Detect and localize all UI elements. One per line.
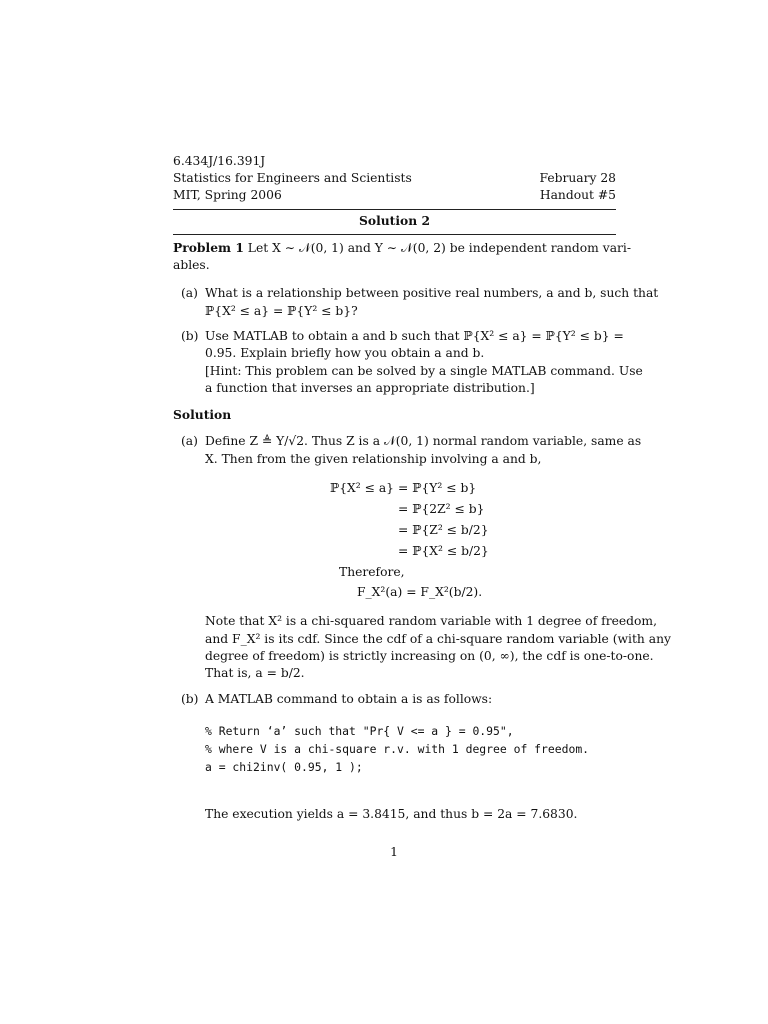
- code-line3: a = chi2inv( 0.95, 1 );: [205, 760, 363, 774]
- part-b-line2: 0.95. Explain briefly how you obtain a and b.: [205, 346, 485, 360]
- solution-a-label: (a): [181, 434, 198, 448]
- code-line2: % where V is a chi-square r.v. with 1 degree of freedom.: [205, 742, 590, 756]
- part-a-line1: What is a relationship between positive real numbers, a and b, such that: [205, 286, 659, 300]
- handout-number: Handout #5: [539, 188, 616, 202]
- solution-a-line1: Define Z ≜ Y/√2. Thus Z is a 𝒩(0, 1) normal random variable, same as: [205, 434, 642, 448]
- solution-heading: Solution: [173, 407, 232, 422]
- course-title: Statistics for Engineers and Scientists: [173, 171, 412, 185]
- part-a-line2: ℙ{X² ≤ a} = ℙ{Y² ≤ b}?: [205, 304, 358, 318]
- execution-result: The execution yields a = 3.8415, and thus b = 2a = 7.6830.: [205, 807, 578, 821]
- note-line2: and F_X² is its cdf. Since the cdf of a chi-square random variable (with any: [205, 632, 671, 646]
- solution-b-line1: A MATLAB command to obtain a is as follows:: [205, 692, 493, 706]
- note-line4: That is, a = b/2.: [205, 666, 305, 680]
- problem-intro-line1: Problem 1 Let X ∼ 𝒩(0, 1) and Y ∼ 𝒩(0, 2) be independent random vari-: [173, 240, 631, 255]
- solution-a-line2: X. Then from the given relationship involving a and b,: [205, 452, 542, 466]
- part-b-line4: a function that inverses an appropriate distribution.]: [205, 381, 535, 395]
- code-line1: % Return ‘a’ such that "Pr{ V <= a } = 0.95",: [205, 724, 514, 738]
- equation-line3: = ℙ{Z² ≤ b/2}: [398, 523, 489, 537]
- part-a-label: (a): [181, 286, 198, 300]
- part-b-line3: [Hint: This problem can be solved by a single MATLAB command. Use: [205, 364, 643, 378]
- date: February 28: [539, 171, 616, 185]
- equation-line4: = ℙ{X² ≤ b/2}: [398, 544, 489, 558]
- problem-heading: Problem 1: [173, 240, 244, 255]
- part-b-label: (b): [181, 329, 199, 343]
- course-number: 6.434J/16.391J: [173, 154, 266, 168]
- term: MIT, Spring 2006: [173, 188, 282, 202]
- page-number: 1: [390, 845, 398, 859]
- equation-line2: = ℙ{2Z² ≤ b}: [398, 502, 485, 516]
- solution-b-label: (b): [181, 692, 199, 706]
- header-rule-top: [173, 209, 616, 210]
- equation-line1: = ℙ{Y² ≤ b}: [398, 481, 477, 495]
- equation-lhs: ℙ{X² ≤ a}: [329, 481, 394, 495]
- cdf-equation: F_X²(a) = F_X²(b/2).: [357, 585, 483, 599]
- therefore-text: Therefore,: [339, 565, 405, 579]
- note-line1: Note that X² is a chi-squared random variable with 1 degree of freedom,: [205, 614, 657, 628]
- part-b-line1: Use MATLAB to obtain a and b such that ℙ{X² ≤ a} = ℙ{Y² ≤ b} =: [205, 329, 624, 343]
- page-title: Solution 2: [358, 213, 431, 228]
- header-rule-bottom: [173, 234, 616, 235]
- note-line3: degree of freedom) is strictly increasing on (0, ∞), the cdf is one-to-one.: [205, 649, 654, 663]
- problem-intro-line2: ables.: [173, 258, 210, 272]
